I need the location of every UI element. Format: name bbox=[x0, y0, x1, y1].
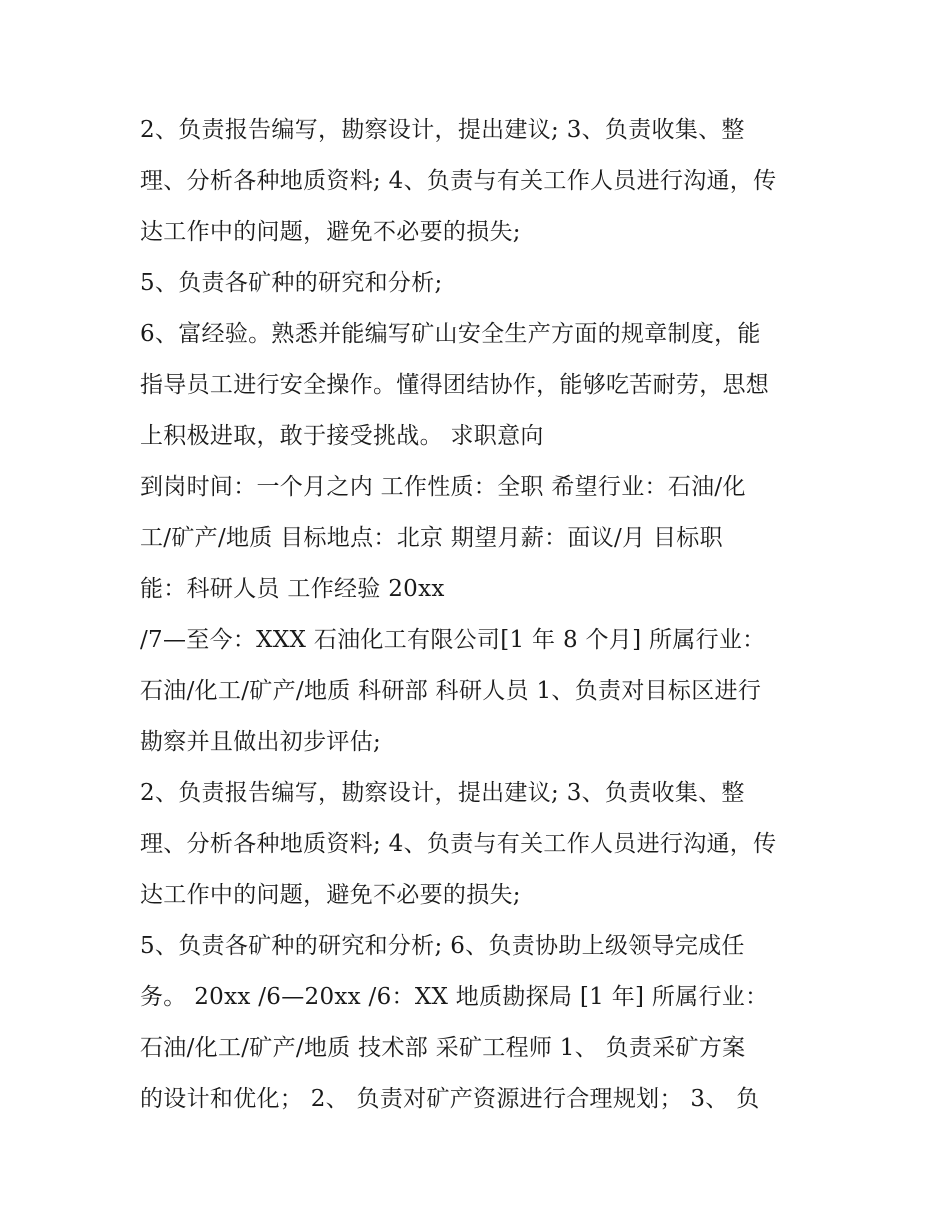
text-line: 能：科研人员 工作经验 20xx bbox=[140, 576, 445, 602]
text-line: 5、负责各矿种的研究和分析; 6、负责协助上级领导完成任 bbox=[140, 933, 745, 959]
text-line: 上积极进取，敢于接受挑战。 求职意向 bbox=[140, 423, 544, 449]
text-line: 到岗时间：一个月之内 工作性质：全职 希望行业：石油/化 bbox=[140, 474, 746, 500]
text-line: 石油/化工/矿产/地质 技术部 采矿工程师 1、 负责采矿方案 bbox=[140, 1035, 746, 1061]
text-line: 勘察并且做出初步评估; bbox=[140, 729, 382, 755]
text-line: 达工作中的问题，避免不必要的损失; bbox=[140, 219, 521, 245]
text-line: 2、负责报告编写，勘察设计，提出建议; 3、负责收集、整 bbox=[140, 117, 745, 143]
text-line: /7—至今：XXX 石油化工有限公司[1 年 8 个月] 所属行业： bbox=[140, 627, 766, 653]
text-line: 理、分析各种地质资料; 4、负责与有关工作人员进行沟通，传 bbox=[140, 831, 777, 857]
text-line: 指导员工进行安全操作。懂得团结协作，能够吃苦耐劳，思想 bbox=[140, 372, 770, 398]
text-line: 务。 20xx /6—20xx /6：XX 地质勘探局 [1 年] 所属行业： bbox=[140, 984, 769, 1010]
text-line: 工/矿产/地质 目标地点：北京 期望月薪：面议/月 目标职 bbox=[140, 525, 723, 551]
text-line: 的设计和优化； 2、 负责对矿产资源进行合理规划； 3、 负 bbox=[140, 1086, 760, 1112]
text-line: 达工作中的问题，避免不必要的损失; bbox=[140, 882, 521, 908]
text-line: 石油/化工/矿产/地质 科研部 科研人员 1、负责对目标区进行 bbox=[140, 678, 762, 704]
text-line: 理、分析各种地质资料; 4、负责与有关工作人员进行沟通，传 bbox=[140, 168, 777, 194]
text-line: 6、富经验。熟悉并能编写矿山安全生产方面的规章制度，能 bbox=[140, 321, 761, 347]
text-line: 2、负责报告编写，勘察设计，提出建议; 3、负责收集、整 bbox=[140, 780, 745, 806]
text-line: 5、负责各矿种的研究和分析; bbox=[140, 270, 443, 296]
